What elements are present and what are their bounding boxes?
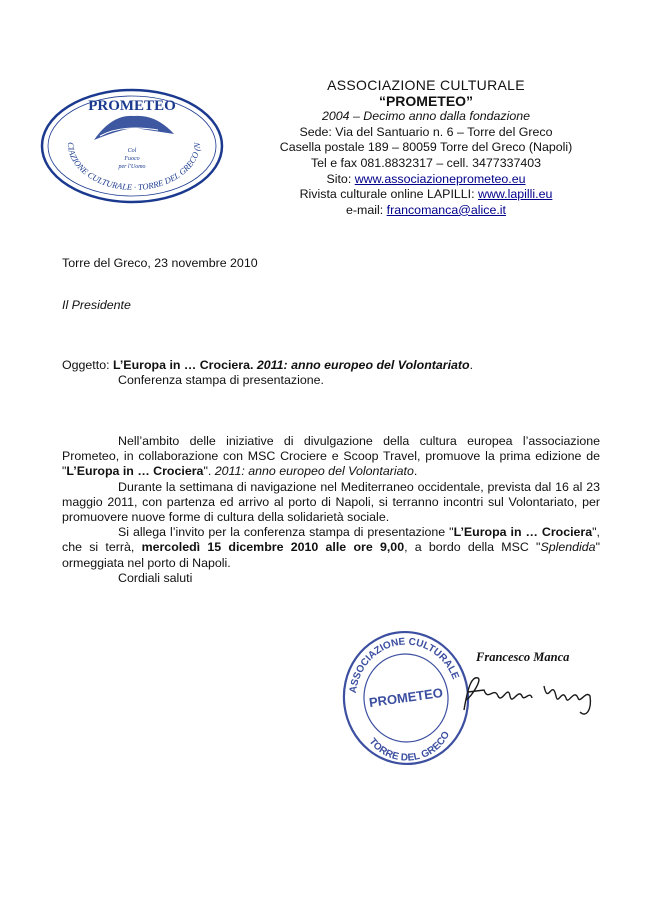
subject-subtitle: Conferenza stampa di presentazione. (118, 373, 324, 388)
paragraph-2: Durante la settimana di navigazione nel Mediterraneo occidentale, prevista dal 16 al 23 maggio 2011, con partenza ed arrivo al porto di Napoli, si terranno incontri sul Volontariato, per promuovere nuove forme di cultura della solidarietà sociale. (62, 479, 600, 525)
magazine-link[interactable]: www.lapilli.eu (478, 187, 553, 202)
signature-icon (458, 666, 598, 722)
svg-text:Fuoco: Fuoco (124, 156, 140, 162)
org-type: ASSOCIAZIONE CULTURALE (327, 77, 525, 93)
logo-title: PROMETEO (88, 98, 176, 114)
email-link[interactable]: francomanca@alice.it (386, 202, 506, 217)
stamp-bottom-text: TORRE DEL GRECO (366, 729, 453, 764)
site-line: Sito: www.associazioneprometeo.eu (326, 171, 526, 186)
logo-ring-text: CIAZIONE CULTURALE · TORRE DEL GRECO (N (65, 142, 203, 193)
email-line: e-mail: francomanca@alice.it (346, 202, 506, 217)
postbox-line: Casella postale 189 – 80059 Torre del Greco (Napoli) (279, 140, 573, 155)
magazine-line: Rivista culturale online LAPILLI: www.lapilli.eu (299, 187, 553, 202)
dateline: Torre del Greco, 23 novembre 2010 (62, 256, 258, 270)
subject-line: Oggetto: L’Europa in … Crociera. 2011: anno europeo del Volontariato. (62, 358, 474, 372)
address-line: Sede: Via del Santuario n. 6 – Torre del Greco (299, 124, 553, 139)
closing: Cordiali saluti (118, 570, 193, 585)
signer-name: Francesco Manca (476, 650, 570, 664)
rubber-stamp-icon (334, 622, 474, 772)
subject-block (62, 358, 473, 389)
svg-text:TORRE DEL GRECO (367, 730, 453, 764)
association-logo-icon (38, 86, 226, 204)
paragraph-3: Si allega l’invito per la conferenza stampa di presentazione "L’Europa in … Crociera", che si terrà, mercoledì 15 dicembre 2010 alle ore 9,00, a bordo della MSC "Splendida" ormeggiata nel porto di Napoli. (62, 525, 600, 570)
site-link[interactable]: www.associazioneprometeo.eu (354, 171, 526, 186)
org-name: “PROMETEO” (378, 92, 474, 109)
svg-text:per l'Uomo: per l'Uomo (118, 164, 146, 170)
sender-title: Il Presidente (62, 298, 131, 312)
anniversary-line: 2004 – Decimo anno dalla fondazione (321, 109, 531, 124)
phone-line: Tel e fax 081.8832317 – cell. 3477337403 (310, 155, 542, 170)
paragraph-1: Nell’ambito delle iniziative di divulgazione della cultura europea l’associazione Prometeo, in collaborazione con MSC Crociere e Scoop Travel, promuove la prima edizione de "L’Europa in … Crociera". 2011: anno europeo del Volontariato. (62, 434, 600, 479)
letter-body (62, 434, 600, 586)
svg-text:Col: Col (127, 148, 137, 154)
letterhead (246, 78, 606, 218)
stamp-ring-text: ASSOCIAZIONE CULTURALE (347, 636, 461, 694)
stamp-center-text: PROMETEO (368, 684, 444, 711)
